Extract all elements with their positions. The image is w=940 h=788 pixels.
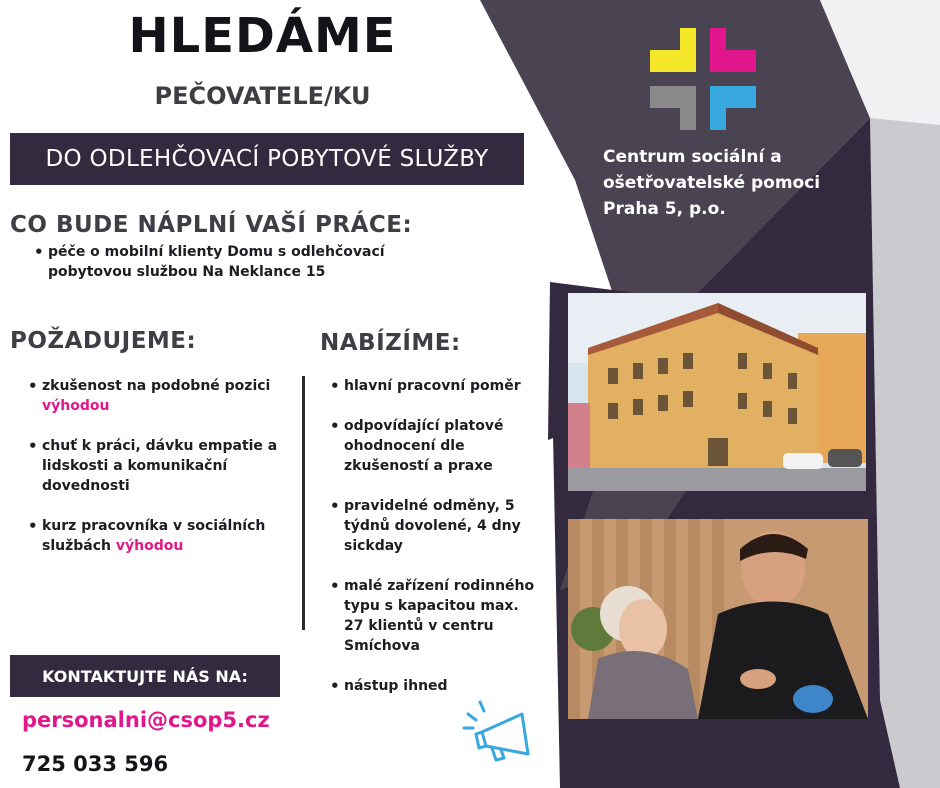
org-line-2: ošetřovatelské pomoci xyxy=(603,173,821,193)
offer-item: • malé zařízení rodinného typu s kapacitou max. 27 klientů v centru Smíchova xyxy=(328,576,538,656)
duty-item: • péče o mobilní klienty Domu s odlehčovací pobytovou službou Na Neklance 15 xyxy=(32,242,472,282)
requirement-text: kurz pracovníka v sociálních službách xyxy=(42,518,266,554)
service-banner: DO ODLEHČOVACÍ POBYTOVÉ SLUŽBY xyxy=(10,133,524,185)
column-divider xyxy=(302,376,305,630)
organization-name xyxy=(603,144,853,222)
requirement-item xyxy=(26,436,288,496)
people-photo xyxy=(568,519,868,719)
page-subtitle: PEČOVATELE/KU xyxy=(154,82,371,110)
requirement-item xyxy=(26,516,288,556)
offer-item: • hlavní pracovní poměr xyxy=(328,376,538,396)
requirement-highlight: výhodou xyxy=(115,538,184,554)
requirement-text: chuť k práci, dávku empatie a lidskosti a komunikační dovednosti xyxy=(42,438,278,494)
org-line-1: Centrum sociální a xyxy=(603,147,782,167)
building-photo xyxy=(568,293,866,491)
duties-list xyxy=(32,242,472,302)
page-title: HLEDÁME xyxy=(128,8,397,64)
offer-item: • odpovídající platové ohodnocení dle zkušeností a praxe xyxy=(328,416,538,476)
requirement-highlight: výhodou xyxy=(42,398,110,414)
duties-heading: CO BUDE NÁPLNÍ VAŠÍ PRÁCE: xyxy=(10,212,413,238)
requirements-list xyxy=(26,376,288,576)
offers-heading: NABÍZÍME: xyxy=(320,330,461,356)
logo-cross-icon xyxy=(650,28,760,132)
offer-item-highlight: • nástup ihned xyxy=(328,676,538,696)
contact-phone[interactable]: 725 033 596 xyxy=(22,752,169,776)
requirement-item xyxy=(26,376,288,416)
megaphone-icon xyxy=(462,698,548,766)
offers-list xyxy=(328,376,538,716)
offer-item: • pravidelné odměny, 5 týdnů dovolené, 4 dny sickday xyxy=(328,496,538,556)
requirements-heading: POŽADUJEME: xyxy=(10,328,197,354)
org-line-3: Praha 5, p.o. xyxy=(603,199,726,219)
contact-email[interactable]: personalni@csop5.cz xyxy=(22,708,270,732)
contact-label: KONTAKTUJTE NÁS NA: xyxy=(10,655,280,697)
requirement-text: zkušenost na podobné pozici xyxy=(42,378,271,394)
